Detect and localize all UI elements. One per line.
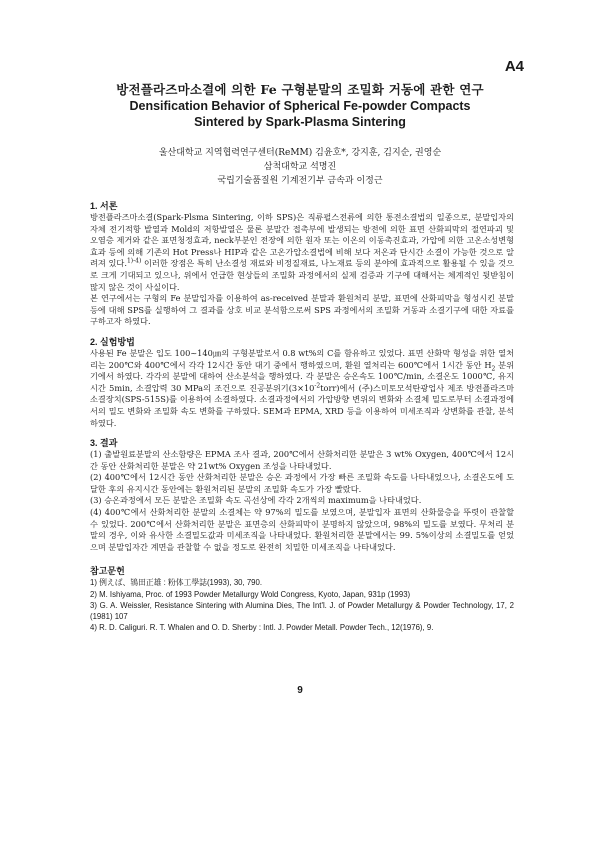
title-korean: 방전플라즈마소결에 의한 Fe 구형분말의 조밀화 거동에 관한 연구 [116,82,484,97]
reference-item: 4) R. D. Caliguri. R. T. Whalen and O. D. Sherby : Intl. J. Powder Metall. Powder Tech., 12(1976), 9. [90,623,434,633]
section-heading-intro: 1. 서론 [90,201,118,211]
title-english-line-1: Densification Behavior of Spherical Fe-powder Compacts [129,99,471,113]
reference-item: 3) G. A. Weissler, Resistance Sintering with Alumina Dies, The Int'l. J. of Powder Metallurgy & Powder Technology, 17, 2 (1981) 107 [90,600,514,622]
intro-text: 방전플라즈마소결(Spark-Plsma Sintering, 이하 SPS)은 직류펄스전류에 의한 통전소결법의 일종으로, 분말입자의 자체 전기적항 발열과 Mold의 저항발열은 물론 분말간 접촉부에 발생되는 방전에 의한 표면 산화피막의 절연파괴 및 오염층 제거와 같은 표면청정효과, neck부분인 전장에 의한 원자 또는 이온의 이동촉진효과, 가압에 의한 고온소성변형효과 등에 의해 기존의 Hot Press나 HIP과 같은 고온가압소결법에 비해 보다 저온과 단시간 소결이 가능한 것으로 알려져 있다. [90,212,514,269]
result-item: (2) 400℃에서 12시간 동안 산화처리한 분말은 승온 과정에서 가장 빠른 조밀화 속도를 나타내었으나, 소결온도에 도달한 후의 유지시간 동안에는 환원처리된 분말의 조밀화 속도가 가장 빨랐다. [90,472,514,494]
section-heading-methods: 2. 실험방법 [90,336,135,347]
reference-item: 2) M. Ishiyama, Proc. of 1993 Powder Metallurgy Wold Congress, Kyoto, Japan, 931p (1993) [90,589,411,599]
references [90,565,514,633]
author-line: 삼척대학교 석명진 [263,162,337,172]
result-item: (4) 400℃에서 산화처리한 분말의 소결체는 약 97%의 밀도를 보였으며, 분말입자 표면의 산화물층을 뚜렷이 관찰할 수 있었다. 200℃에서 산화처리한 분말은 표면층의 산화피막이 분명하지 않았으며, 98%의 밀도를 보였다. 무처리 분말의 경우, 이와 유사한 소결밀도값과 미세조직을 나타내었다. 환원처리한 분말에서는 99. 5%이상의 소결밀도를 얻었으며 분말입자간 계면을 관찰할 수 없을 정도로 완전히 치밀한 미세조직을 나타내었다. [90,507,514,552]
section-heading-results: 3. 결과 [90,438,118,449]
result-item: (3) 승온과정에서 모든 분말은 조밀화 속도 곡선상에 각각 2개씩의 maximum을 나타내었다. [90,495,422,506]
methods-paragraph [90,348,514,429]
page-number: 9 [297,685,303,696]
title-english-line-2: Sintered by Spark-Plasma Sintering [194,115,406,129]
author-line: 국립기술품질원 기계전기부 금속과 이정근 [217,176,383,186]
author-line: 울산대학교 지역협력연구센터(ReMM) 김윤호*, 강지훈, 김지순, 권영순 [158,148,442,158]
methods-text: 사용된 Fe 분말은 입도 100~140㎛의 구형분말로서 0.8 wt%의 C를 함유하고 있었다. 표면 산화막 형성을 위한 열처리는 200℃와 400℃에서 각각 12시간 동안 대기 중에서 행하였으며, 환원 열처리는 600℃에서 1시간 동안 H [90,347,514,370]
subscript: 2 [491,365,496,373]
superscript: -2 [314,381,321,389]
article-body [90,200,514,633]
result-item: (1) 출발원료분말의 산소함량은 EPMA 조사 결과, 200℃에서 산화처리한 분말은 3 wt% Oxygen, 400℃에서 12시간 동안 산화처리한 분말은 약 21wt% Oxygen 조성을 나타내었다. [90,449,514,471]
reference-item: 1) 例えば、鴇田正雄 : 粉体工學誌(1993), 30, 790. [90,578,263,588]
intro-text-cont: 이러한 장점은 특히 난소결성 재료와 비정질재료, 나노재료 등의 분야에 효과적으로 활용될 수 있을 것으로 크게 기대되고 있으나, 위에서 언급한 현상들의 조밀화 과정에서의 실제 검증과 기구에 대해서는 체계적인 뒷받침이 많지 않은 것이 사실이다. [90,258,514,292]
intro-paragraph [90,212,514,293]
intro-paragraph-2: 본 연구에서는 구형의 Fe 분말입자를 이용하여 as-received 분말과 환원처리 분말, 표면에 산화피막을 형성시킨 분말 등에 대해 SPS를 실행하여 그 결과를 상호 비교 분석함으로써 SPS 과정에서의 조밀화 거동과 소결기구에 대한 자료를 구하고자 하였다. [90,293,514,327]
section-heading-references: 참고문헌 [90,566,125,577]
citation-superscript: 1)-4) [126,257,142,265]
author-block [0,146,600,188]
title-block [0,82,600,130]
methods-text-end: torr)에서 (주)스미토모석탄광업사 제조 방전플라즈마소결장치(SPS-515S)를 이용하여 소결하였다. 소결과정에서의 가압방향 변위의 변화와 소결체 밀도로부터 소결과정에서의 밀도 변화와 조밀화 속도 변화를 구하였다. SEM과 EPMA, XRD 등을 이용하여 미세조직과 상변화를 관찰, 분석하였다. [90,382,514,428]
methods-text-cont: 분위기에서 하였다. 각각의 분말에 대하여 산소분석을 행하였다. 각 분말은 승온속도 100℃/min, 소결온도 1000℃, 유지시간 5min, 소결압력 30 MPa의 조건으로 진공분위기(3×10 [90,359,514,393]
page-id: A4 [504,58,524,75]
